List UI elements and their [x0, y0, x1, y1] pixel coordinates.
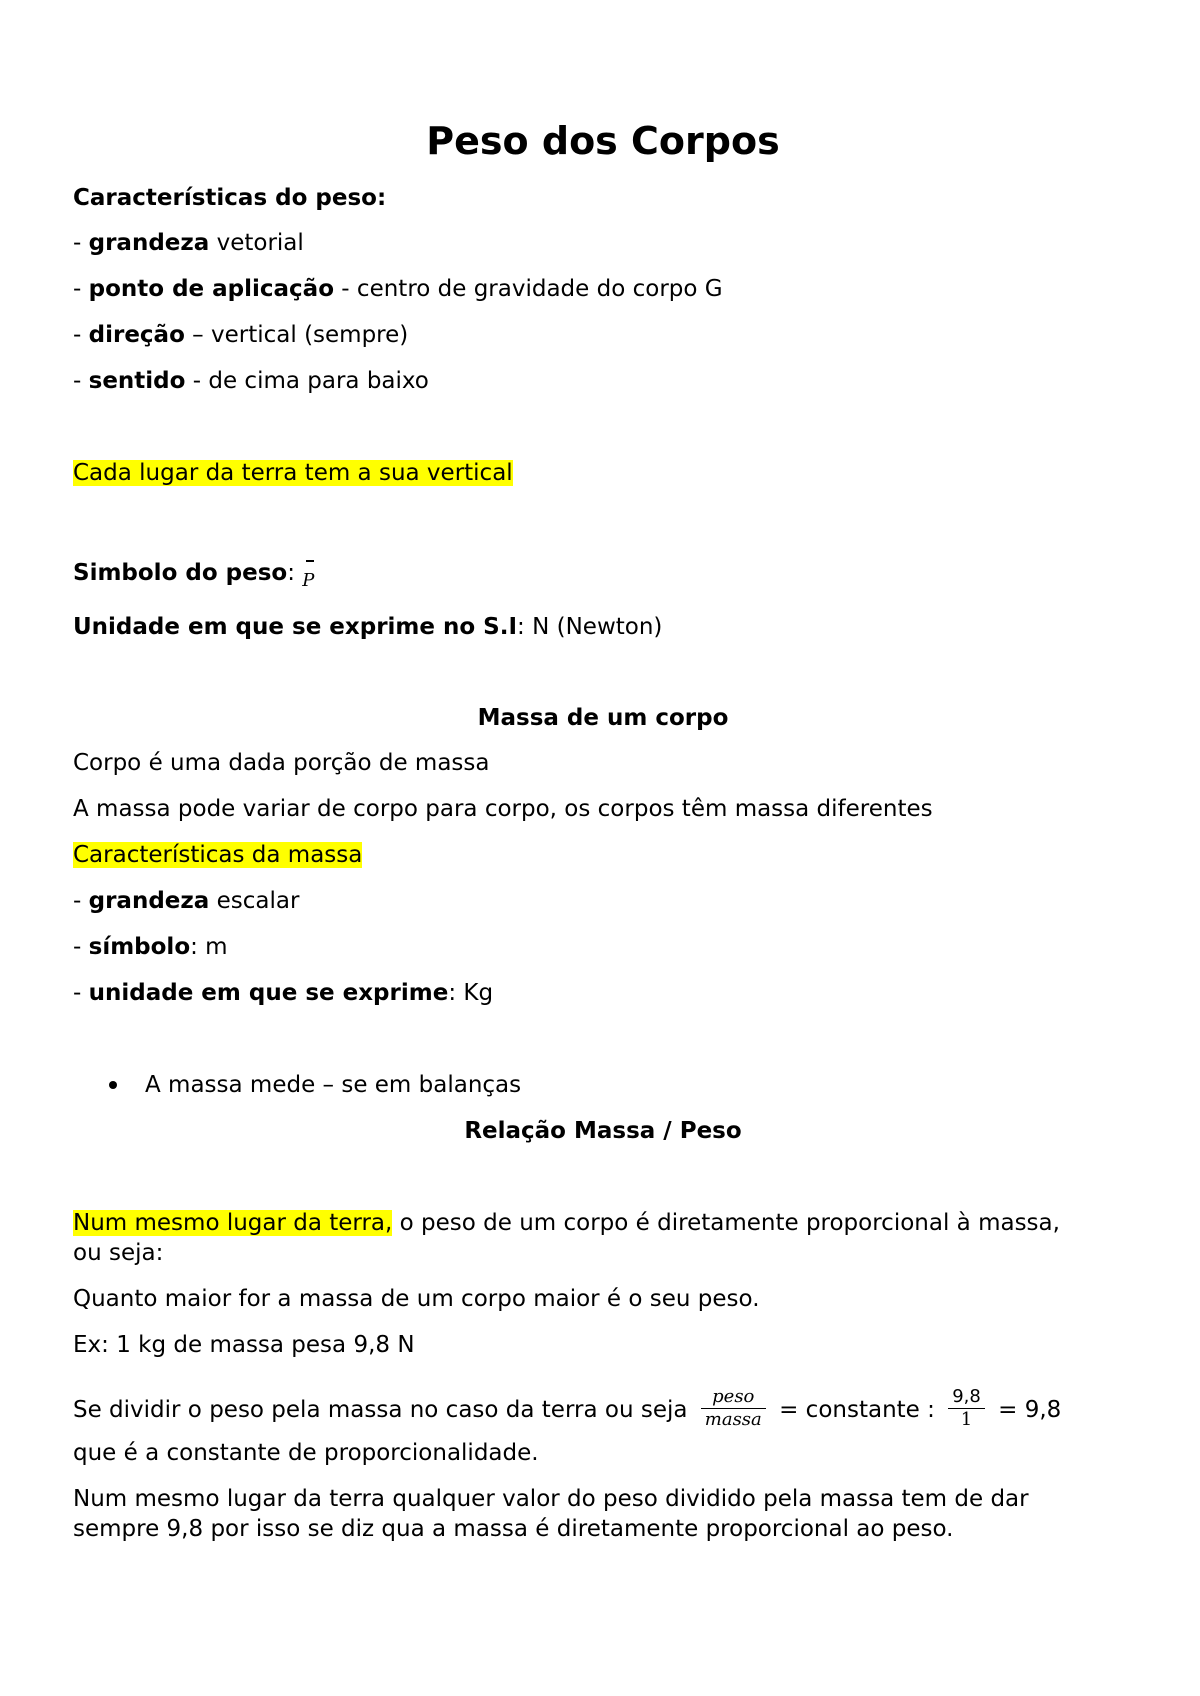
relacao-p1-line1 [73, 1208, 1060, 1238]
dash: - [73, 230, 89, 256]
paragraph-text: Quanto maior for a massa de um corpo maior é o seu peso. [73, 1286, 760, 1312]
massa-heading-text: Massa de um corpo [477, 705, 729, 731]
unit-value: : N (Newton) [517, 614, 663, 640]
peso-item-ponto [73, 274, 723, 304]
relacao-p4-line2 [73, 1438, 539, 1468]
peso-heading [73, 183, 386, 213]
fraction-peso-massa [701, 1386, 766, 1431]
paragraph-text: = 9,8 [998, 1397, 1062, 1423]
bullet-icon [109, 1081, 117, 1089]
item-rest: - de cima para baixo [185, 368, 429, 394]
item-rest: : Kg [448, 980, 494, 1006]
highlighted-text: Num mesmo lugar da terra, [73, 1210, 393, 1236]
vector-bar [306, 560, 314, 562]
fraction-numerator: peso [701, 1386, 766, 1409]
item-term: direção [88, 322, 185, 348]
unit-label: Unidade em que se exprime no S.I [73, 614, 518, 640]
paragraph-text: = constante : [779, 1397, 935, 1423]
massa-item-simbolo [73, 932, 228, 962]
dash: - [73, 368, 89, 394]
fraction-denominator: massa [704, 1409, 762, 1430]
symbol-colon: : [287, 560, 295, 586]
paragraph-text: que é a constante de proporcionalidade. [73, 1440, 539, 1466]
highlighted-text: Características da massa [73, 842, 363, 868]
item-rest: - centro de gravidade do corpo G [334, 276, 723, 302]
paragraph-text: o peso de um corpo é diretamente proporcional à massa, [392, 1210, 1060, 1236]
massa-bullet [73, 1070, 1133, 1100]
item-term: grandeza [88, 230, 210, 256]
item-term: sentido [88, 368, 186, 394]
paragraph-text: Ex: 1 kg de massa pesa 9,8 N [73, 1332, 415, 1358]
paragraph-text: ou seja: [73, 1240, 164, 1266]
title-wrap [73, 118, 1133, 164]
paragraph-text: A massa pode variar de corpo para corpo, os corpos têm massa diferentes [73, 796, 933, 822]
peso-highlight [73, 458, 513, 488]
item-rest: – vertical (sempre) [184, 322, 409, 348]
relacao-p1-line2 [73, 1238, 163, 1268]
dash: - [73, 934, 89, 960]
weight-symbol-letter: P [302, 570, 315, 591]
relacao-p3 [73, 1330, 415, 1360]
relacao-p5-line1 [73, 1484, 1029, 1514]
massa-item-grandeza [73, 886, 299, 916]
dash: - [73, 888, 89, 914]
item-term: símbolo [88, 934, 191, 960]
item-term: ponto de aplicação [88, 276, 334, 302]
weight-symbol [302, 566, 314, 596]
item-term: grandeza [88, 888, 210, 914]
massa-highlight [73, 840, 362, 870]
bullet-text: A massa mede – se em balanças [145, 1072, 522, 1098]
massa-heading [73, 703, 1133, 733]
item-rest: escalar [209, 888, 300, 914]
dash: - [73, 980, 89, 1006]
relacao-heading [73, 1116, 1133, 1146]
paragraph-text: Se dividir o peso pela massa no caso da terra ou seja [73, 1397, 688, 1423]
peso-item-sentido [73, 366, 429, 396]
massa-line1 [73, 748, 489, 778]
paragraph-text: sempre 9,8 por isso se diz qua a massa é diretamente proporcional ao peso. [73, 1516, 954, 1542]
dash: - [73, 322, 89, 348]
relacao-heading-text: Relação Massa / Peso [464, 1118, 742, 1144]
peso-item-grandeza [73, 228, 304, 258]
peso-heading-text: Características do peso: [73, 185, 387, 211]
relacao-p2 [73, 1284, 760, 1314]
massa-item-unidade [73, 978, 493, 1008]
symbol-label: Simbolo do peso [73, 560, 288, 586]
paragraph-text: Corpo é uma dada porção de massa [73, 750, 490, 776]
paragraph-text: Num mesmo lugar da terra qualquer valor do peso dividido pela massa tem de dar [73, 1486, 1029, 1512]
item-rest: vetorial [209, 230, 304, 256]
item-term: unidade em que se exprime [88, 980, 449, 1006]
highlighted-text: Cada lugar da terra tem a sua vertical [73, 460, 513, 486]
page-title: Peso dos Corpos [426, 119, 780, 163]
item-rest: : m [190, 934, 228, 960]
fraction-numerator: 9,8 [948, 1386, 985, 1409]
fraction-denominator: 1 [960, 1409, 973, 1430]
peso-item-direcao [73, 320, 408, 350]
peso-symbol-line [73, 558, 314, 590]
relacao-p4-line1 [73, 1388, 1061, 1433]
fraction-constant [948, 1386, 985, 1431]
massa-line2 [73, 794, 933, 824]
peso-unit-line [73, 612, 662, 642]
relacao-p5-line2 [73, 1514, 953, 1544]
dash: - [73, 276, 89, 302]
